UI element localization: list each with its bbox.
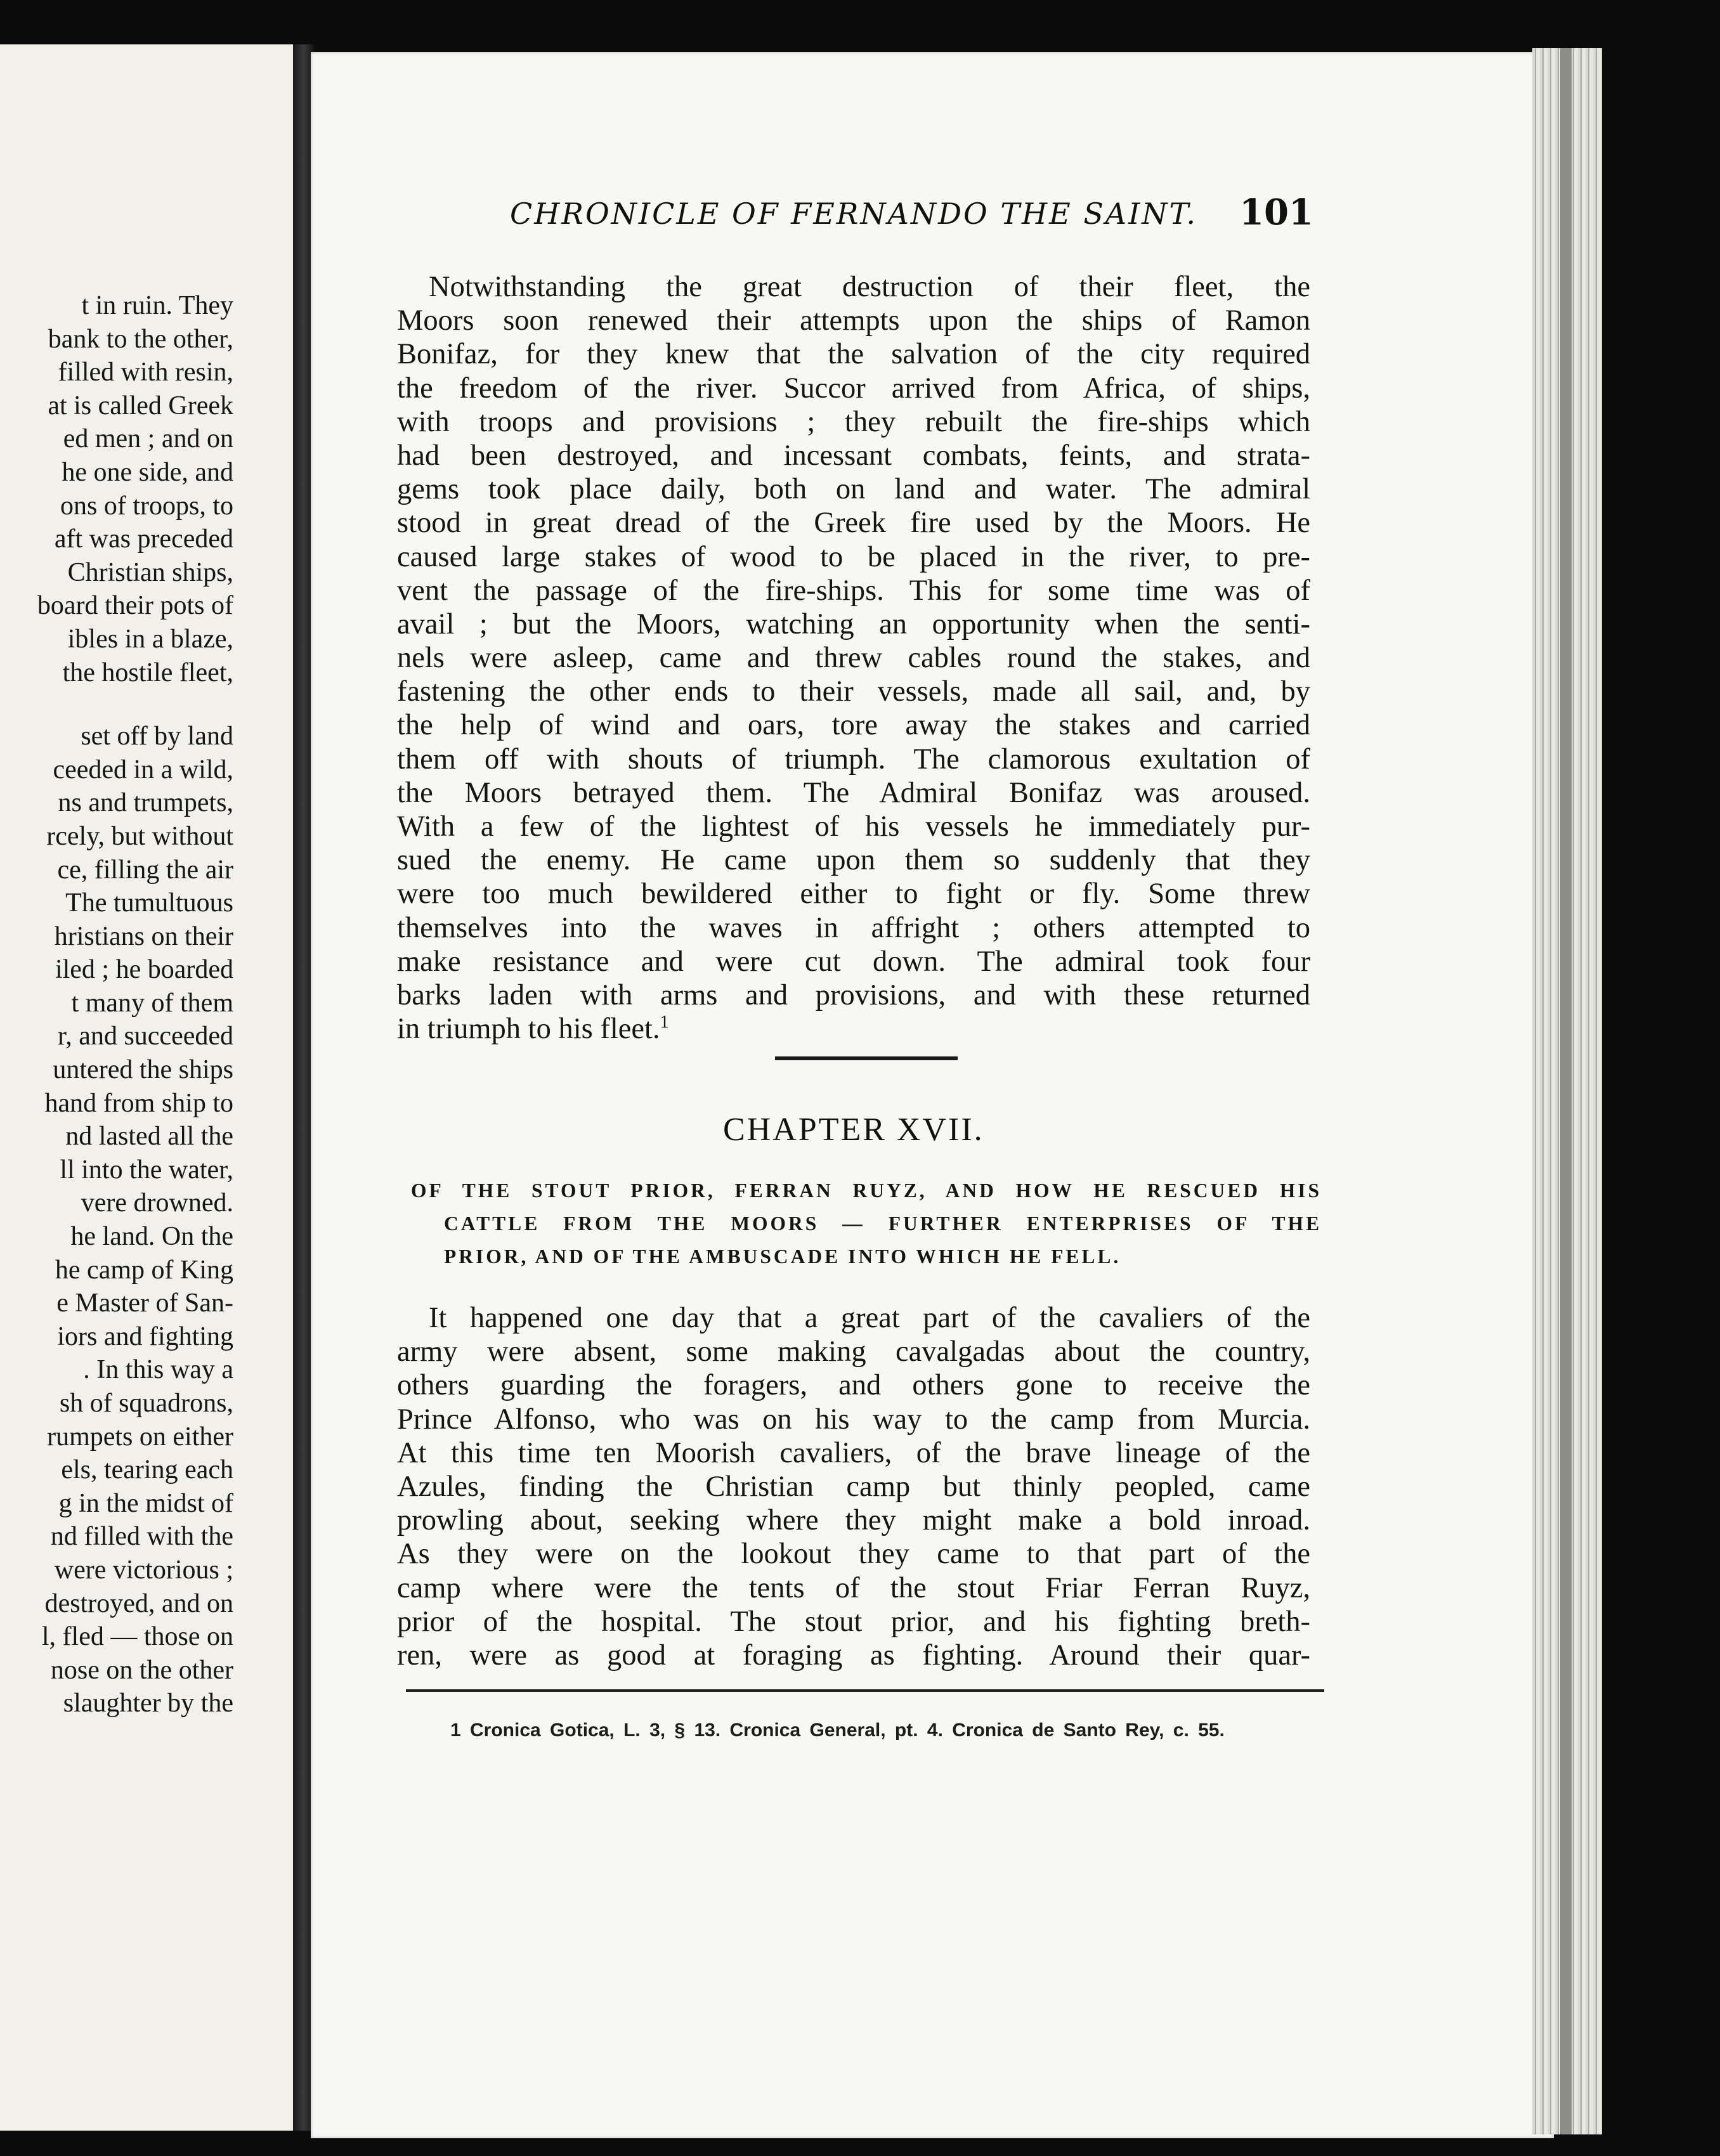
text-line: gems took place daily, both on land and water. The admiral: [397, 473, 1310, 506]
text-line: the Moors betrayed them. The Admiral Bonifaz was aroused.: [397, 776, 1310, 809]
footnote: 1 Cronica Gotica, L. 3, § 13. Cronica General, pt. 4. Cronica de Santo Rey, c. 55.: [450, 1720, 1225, 1741]
facing-line: ce, filling the air: [57, 855, 233, 885]
text-line: Prince Alfonso, who was on his way to the camp from Murcia.: [397, 1403, 1310, 1436]
text-line: prowling about, seeking where they might make a bold inroad.: [397, 1504, 1310, 1537]
text-line: with troops and provisions ; they rebuilt the fire-ships which: [397, 405, 1310, 438]
facing-line: slaughter by the: [63, 1689, 233, 1718]
facing-line: board their pots of: [37, 591, 233, 621]
text-line: Moors soon renewed their attempts upon the ships of Ramon: [397, 304, 1310, 337]
text-line: caused large stakes of wood to be placed in the river, to pre-: [397, 540, 1310, 573]
facing-line: e Master of San-: [56, 1289, 233, 1318]
chapter-heading: CHAPTER XVII.: [723, 1112, 984, 1148]
text-line: Notwithstanding the great destruction of their fleet, the: [429, 271, 1310, 303]
facing-line: ons of troops, to: [60, 491, 233, 521]
facing-line: l, fled — those on: [41, 1622, 233, 1652]
text-line: had been destroyed, and incessant combats, feints, and strata-: [397, 439, 1310, 472]
facing-line: iors and fighting: [57, 1322, 233, 1351]
text-line: others guarding the foragers, and others gone to receive the: [397, 1369, 1310, 1402]
text-line: themselves into the waves in affright ; others attempted to: [397, 911, 1310, 944]
text-line: With a few of the lightest of his vessels he immediately pur-: [397, 810, 1310, 843]
facing-line: t in ruin. They: [81, 291, 233, 320]
facing-line: . In this way a: [83, 1355, 233, 1385]
facing-line: filled with resin,: [58, 358, 233, 387]
footnote-rule: [406, 1689, 1324, 1692]
text-line: ren, were as good at foraging as fighting. Around their quar-: [397, 1639, 1310, 1672]
text-line: Azules, finding the Christian camp but thinly peopled, came: [397, 1470, 1310, 1503]
facing-page-left: [0, 44, 293, 2131]
facing-line: vere drowned.: [81, 1188, 233, 1218]
facing-line: nd lasted all the: [65, 1122, 233, 1152]
text-line: the freedom of the river. Succor arrived from Africa, of ships,: [397, 372, 1310, 405]
text-line: Bonifaz, for they knew that the salvation of the city required: [397, 338, 1310, 371]
text-line: prior of the hospital. The stout prior, and his fighting breth-: [397, 1605, 1310, 1638]
facing-line: he camp of King: [55, 1255, 233, 1285]
text-line: It happened one day that a great part of the cavaliers of the: [429, 1302, 1310, 1334]
facing-line: els, tearing each: [61, 1455, 233, 1485]
section-divider: [775, 1056, 958, 1060]
footnote-marker[interactable]: 1: [660, 1012, 669, 1032]
facing-line: The tumultuous: [65, 888, 233, 918]
text-line: sued the enemy. He came upon them so suddenly that they: [397, 844, 1310, 877]
facing-line: t many of them: [71, 988, 233, 1018]
facing-line: ed men ; and on: [63, 424, 233, 454]
page-edge-shadow: [1560, 48, 1572, 2134]
facing-line: rumpets on either: [47, 1422, 233, 1451]
facing-line: at is called Greek: [48, 391, 233, 420]
text-line: make resistance and were cut down. The admiral took four: [397, 945, 1310, 978]
text-line: camp where were the tents of the stout Friar Ferran Ruyz,: [397, 1571, 1310, 1604]
chapter-summary: [411, 1174, 1322, 1273]
facing-line: he land. On the: [70, 1222, 233, 1252]
facing-line: rcely, but without: [46, 821, 233, 851]
facing-line: nd filled with the: [50, 1522, 233, 1552]
facing-line: nose on the other: [50, 1655, 233, 1685]
text-line: vent the passage of the fire-ships. This for some time was of: [397, 574, 1310, 607]
facing-line: aft was preceded: [54, 524, 233, 554]
facing-line: ceeded in a wild,: [53, 755, 233, 784]
summary-line: OF THE STOUT PRIOR, FERRAN RUYZ, AND HOW HE RESCUED HIS: [411, 1179, 1322, 1202]
paragraph-2: [397, 1301, 1310, 1672]
facing-line: ibles in a blaze,: [67, 624, 233, 654]
text-line: fastening the other ends to their vessels, made all sail, and, by: [397, 675, 1310, 708]
facing-line: destroyed, and on: [44, 1588, 233, 1618]
text-line-last: [397, 1012, 1310, 1046]
facing-paragraph-gap: [0, 689, 233, 720]
text-line: the help of wind and oars, tore away the stakes and carried: [397, 709, 1310, 742]
facing-line: bank to the other,: [48, 324, 233, 354]
facing-line: g in the midst of: [58, 1488, 233, 1518]
facing-line: he one side, and: [62, 457, 233, 487]
paragraph-1: [397, 270, 1310, 1046]
text-line: in triumph to his fleet.: [397, 1013, 660, 1046]
summary-line: PRIOR, AND OF THE AMBUSCADE INTO WHICH HE FELL.: [444, 1245, 1121, 1268]
text-line: avail ; but the Moors, watching an opportunity when the senti-: [397, 607, 1310, 640]
text-line: army were absent, some making cavalgadas about the country,: [397, 1335, 1310, 1368]
text-line: them off with shouts of triumph. The clamorous exultation of: [397, 743, 1310, 776]
facing-line: Christian ships,: [67, 557, 233, 587]
facing-page-text: [0, 289, 233, 1720]
text-line: barks laden with arms and provisions, and with these returned: [397, 978, 1310, 1011]
text-line: At this time ten Moorish cavaliers, of the brave lineage of the: [397, 1436, 1310, 1469]
facing-line: untered the ships: [53, 1055, 233, 1085]
facing-line: hand from ship to: [44, 1088, 233, 1118]
text-line: As they were on the lookout they came to that part of the: [397, 1538, 1310, 1571]
facing-line: hristians on their: [54, 921, 233, 951]
running-title: CHRONICLE OF FERNANDO THE SAINT.: [510, 197, 1198, 231]
text-line: nels were asleep, came and threw cables round the stakes, and: [397, 642, 1310, 675]
facing-line: the hostile fleet,: [62, 658, 233, 687]
facing-line: r, and succeeded: [58, 1022, 233, 1051]
page-number: 101: [1239, 192, 1313, 233]
facing-line: iled ; he boarded: [55, 955, 233, 985]
text-line: stood in great dread of the Greek fire used by the Moors. He: [397, 507, 1310, 540]
facing-line: sh of squadrons,: [59, 1389, 233, 1418]
summary-line: CATTLE FROM THE MOORS — FURTHER ENTERPRISES OF THE: [444, 1212, 1322, 1235]
facing-line: ll into the water,: [60, 1155, 233, 1185]
facing-line: were victorious ;: [54, 1555, 233, 1585]
text-line: were too much bewildered either to fight or fly. Some threw: [397, 878, 1310, 911]
facing-line: ns and trumpets,: [58, 788, 233, 818]
facing-line: set off by land: [81, 722, 233, 751]
